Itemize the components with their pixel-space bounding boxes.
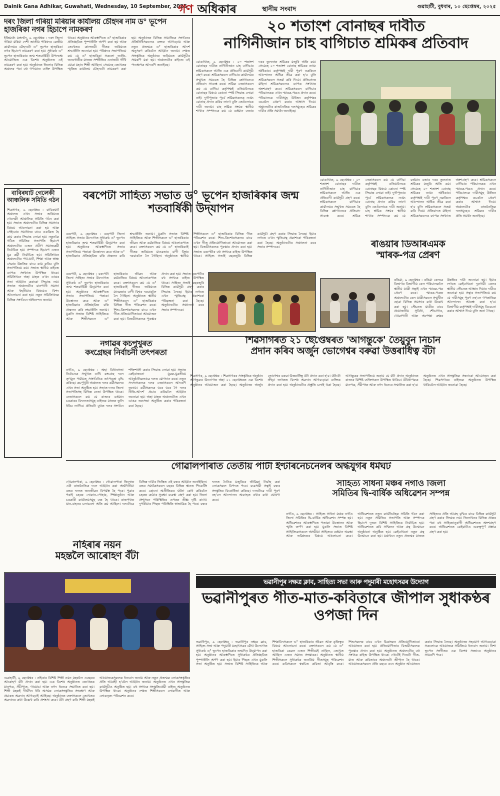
story-congress-headline-1: নগাঁৱৰ কচপুখুৰত — [100, 340, 152, 348]
story-bhabanipur-kicker: ভৱানীপুৰ নক্ষত্ৰ ক্লাব, সাহিত্য সভা আৰু পদুমাৰী মহোৎসৱৰ উদ্যোগ — [263, 578, 429, 586]
story-congress-body: নগাঁও, ৯ ছেপ্তেম্বৰ : অহা বিধানসভা নিৰ্বাচনক সন্মুখত ৰাখি কংগ্ৰেছ দলে তৃণমূল পৰ্যায়ত সাংগঠনিক তৎপৰতা বৃদ্ধি কৰিছে। কচপুখুৰী অঞ্চলত দলৰ কৰ্মীসকলৰ এখন সভা অনুষ্ঠিত হয়। সভাত দলৰ জিলা সভাপতিসহ বিভিন্ন নেতা উপস্থিত থাকে। নেতাসকলে কয় যে ৰাজ্যৰ বৰ্তমান চৰকাৰৰ বিফলতাসমূহ ৰাইজৰ মাজত তুলি ধৰিব লাগিব। প্ৰতিটো বুথত দলৰ সংগঠন শক্তিশালী কৰাৰ সিদ্ধান্ত লোৱা হয়। সভাত কেইবাজনো যুৱক-যুৱতীয়ে আনুষ্ঠানিকভাৱে দলত যোগদান কৰে। নতুন সদস্যসকলক দলৰ নেতাসকলে আদৰণি জনায়। কৰ্মীসকলক ঘৰে ঘৰে গৈ দলৰ নীতি-আদৰ্শ প্ৰচাৰ কৰিবলৈ আহ্বান জনোৱা হয়। অহা মাহত অঞ্চলটোত এখন ডাঙৰ জনসভা অনুষ্ঠিত কৰাৰ পৰিকল্পনা কৰা হৈছে। — [66, 368, 186, 408]
masthead-edition-line: Dainik Gana Adhikar, Guwahati, Wednesday, 10 September, 2025 — [4, 4, 187, 10]
story-nahira-headline-1: নহিৰাৰ নয়ন — [73, 540, 121, 551]
section-label: স্থানীয় সংবাদ — [262, 5, 297, 13]
story-goalpara-body: গোৱালপাৰা, ৯ ছেপ্তেম্বৰ : গোৱালপাৰা জিলাত এটা ৰাজনৈতিক দলে আহ্বান কৰা অৰ্দ্ধদিনীয়া বন্ধৰ ফলত জনজীৱন বিপৰ্যস্ত হৈ পৰে। পুৱাৰ পৰাই চহৰৰ দোকান-পোহাৰ, শিক্ষানুষ্ঠান আৰু চৰকাৰী কাৰ্যালয়সমূহ বন্ধ হৈ থাকে। ৰাজপথত যান-বাহনৰ চলাচলো অতি কম আছিল। দলটোৱে বিভিন্ন দাবীৰ ভিত্তিত এই বন্ধৰ আহ্বান জনাইছিল। বন্ধৰ সমৰ্থকসকলে চহৰৰ বিভিন্ন স্থানত পিকেটিং কৰে। কোনো অপ্ৰীতিকৰ ঘটনা ৰোধ কৰিবলৈ চহৰত কঠোৰ সুৰক্ষা ব্যৱস্থা গ্ৰহণ কৰা হয়। জিলা প্ৰশাসনে পৰিস্থিতিৰ ওপৰত তীক্ষ্ণ দৃষ্টি ৰাখে। দুপৰীয়াৰ পিছত পৰিস্থিতি স্বাভাৱিক হৈ পৰে। বন্ধৰ ফলত দৈনিক মজুৰিৰে জীৱিকা নিৰ্বাহ কৰা লোকসকল বিপদত পৰে। ব্যৱসায়ী সন্থাই বন্ধৰ সংস্কৃতিৰ বিৰোধিতা কৰিছে। দলটোৱে দাবী পূৰণ নহ'লে আন্দোলন অব্যাহত ৰখাৰ কথা ঘোষণা কৰে। — [66, 480, 280, 507]
story-rangia-headline-box — [320, 240, 496, 274]
story-congress-headline-box — [66, 340, 186, 366]
story-nahira-body: গুৱাহাটী, ৯ ছেপ্তেম্বৰ : নহিৰাৰ বিশিষ্ট শিল্পী নয়ন মহন্তলৈ এবছৰৰ আৰোহণ বঁটা প্ৰদান কৰা হয়। এক বিশেষ অনুষ্ঠানত তেখেতক মানপত্ৰ, সঁচীপাত, গামোচা আৰু নগদ ধনেৰে সন্মানিত কৰা হয়। শিল্পী মহন্তই দীৰ্ঘদিন ধৰি অসমৰ লোকসংস্কৃতিৰ সংৰক্ষণ আৰু প্ৰচাৰত অৱদান আগবঢ়াই আহিছে। অনুষ্ঠানত বক্তাসকলে তেখেতৰ অৱদানৰ কথা উল্লেখ কৰি প্ৰশংসা কৰে। বঁটা গ্ৰহণ কৰি শিল্পী মহন্তই আয়োজকসকলক ধন্যবাদ জনায় আৰু নতুন প্ৰজন্মক লোকসংস্কৃতিৰ প্ৰতি আগ্ৰহী হ'বলৈ আহ্বান জনায়। অনুষ্ঠানত এখন সাংস্কৃতিক কাৰ্যসূচীও অনুষ্ঠিত হয়। বহু সংখ্যক সংস্কৃতিপ্ৰেমী ৰাইজ অনুষ্ঠানত উপস্থিত থাকে। অনুষ্ঠানৰ শেষত শিল্পীসকলে লোকগীত আৰু লোকনৃত্য পৰিৱেশন কৰে। — [4, 676, 190, 703]
photo-nahira-award-image — [5, 573, 190, 672]
rule — [4, 184, 190, 185]
photo-rangia-memo-image — [321, 279, 390, 328]
rule — [66, 460, 496, 461]
photo-rangia-memo — [320, 278, 390, 328]
newspaper-logo — [178, 1, 237, 16]
story-sivasagar-headline-box — [190, 336, 496, 372]
story-bhupen-headline: বৰপেটা সাহিত্য সভাত ড° ভূপেন হাজৰিকাৰ জন্ম শতবাৰ্ষিকী উদ্‌যাপন — [83, 190, 299, 215]
masthead — [0, 0, 500, 16]
story-bhabanipur-headline: ভৱানীপুৰত গীত-মাত-কবিতাৰে জীপাল সুধাকণ্ঠৰ ওপজা দিন — [201, 590, 491, 624]
story-tea-bonus-headline-1: ২০ শতাংশ বোনাছৰ দাবীত — [267, 18, 425, 35]
logo-part-a: গণ — [178, 2, 194, 16]
story-nahira-headline-box — [4, 540, 190, 570]
photo-bhupen-event-image — [209, 273, 316, 332]
story-school-name-body: ইতিমধ্যে মঙ্গলদৈ, ৯ ছেপ্তেম্বৰ : দৰং জিলা গৰিয়া মৰিয়া দেশী জাতীয় পৰিষদৰ কেন্দ্ৰীয় কাৰ্যালয়ৰ চৌহদটো ড° ভূপেন হাজৰিকা নগৰ হিচাপে নামকৰণ কৰা হয়। সুধাকণ্ঠ ড° ভূপেন হাজৰিকাৰ জন্ম শতবাৰ্ষিকী উপলক্ষে আয়োজিত এক বিশেষ অনুষ্ঠানত এই নামকৰণ কৰা হয়। অনুষ্ঠানত জিলাৰ বিভিন্ন অঞ্চলৰ পৰা বহু গণ্যমান্য ব্যক্তি উপস্থিত থাকে। অনুষ্ঠানৰ আৰম্ভণিতে ড° হাজৰিকাৰ প্ৰতিচ্ছবিত পুষ্পাঞ্জলি অৰ্পণ কৰা হয় আৰু তেখেতৰ কালজয়ী গীতৰ জৰিয়তে শ্ৰদ্ধাঞ্জলি জনোৱা হয়। পৰিষদৰ সভাপতিয়ে কয় যে ড° হাজৰিকা সকলো জাতি-জনগোষ্ঠীৰ মাজত সম্প্ৰীতিৰ এনাজৰী গাঁথি যোৱা মহান শিল্পী আছিল। সেয়েহে তেখেতৰ স্মৃতিত কাৰ্যালয় চৌহদটো নামকৰণ কৰা হয়। অনুষ্ঠানত বিভিন্ন সামাজিক সংগঠনৰ প্ৰতিনিধিসকলেও বক্তব্য আগবঢ়ায় আৰু নতুন প্ৰজন্মক ড° হাজৰিকাৰ আদৰ্শ অনুসৰণ কৰিবলৈ আহ্বান জনায়। শেষত সাংস্কৃতিক অনুষ্ঠানৰ জৰিয়তে কাৰ্যসূচীৰ সামৰণি মৰা হয়। অঞ্চলটোৰ ৰাইজে এই পদক্ষেপক আদৰণি জনাইছে। — [4, 36, 190, 72]
story-congress-headline-2: কংগ্ৰেছৰ নিৰ্বাচনী তৎপৰতা — [85, 347, 167, 357]
story-school-name-headline: দৰং জিলা গৰিয়া মৰিয়াৰ কাৰ্যালয় চৌহদৰ নাম ড° ভূপেন হাজৰিকা নগৰ হিচাপে নামকৰণ — [4, 18, 167, 35]
story-bhabanipur-body: ভৱানীপুৰ, ৯ ছেপ্তেম্বৰ : ভৱানীপুৰ নক্ষত্ৰ ক্লাব, সাহিত্য সভা আৰু পদুমাৰী মহোৎসৱৰ যৌথ উদ্যোগত সুধাকণ্ঠ ড° ভূপেন হাজৰিকাৰ জন্মদিন উদ্‌যাপন কৰা হয়। অনুষ্ঠানৰ আৰম্ভণিতে সুধাকণ্ঠৰ প্ৰতিচ্ছবিত পুষ্পাঞ্জলি অৰ্পণ কৰা হয়। ইয়াৰ পিছত এখন মুকলি সভা অনুষ্ঠিত হয়। সভাত বিশিষ্ট সাহিত্যিক আৰু শিক্ষাবিদসকলে ড° হাজৰিকাৰ জীৱন আৰু কৃতিত্বৰ বিষয়ে আলোচনা কৰে। বক্তাসকলে কয় যে ড° হাজৰিকা কেৱল এজন শিল্পীয়েই নাছিল, তেখেত আছিল এজন সমাজ সংস্কাৰক। অনুষ্ঠানত স্থানীয় শিল্পীসকলে সুধাকণ্ঠৰ জনপ্ৰিয় গীতসমূহ পৰিৱেশন কৰে। কবিসকলে স্বৰচিত কবিতা আবৃত্তি কৰে। শিশুসকলৰ বাবে এখন চিত্ৰাংকন প্ৰতিযোগিতাৰো আয়োজন কৰা হয়। প্ৰতিযোগিতাৰ বিজয়ীসকলক পুৰস্কাৰ প্ৰদান কৰা হয়। অনুষ্ঠানত অঞ্চলটোৰ বহু সংখ্যক ৰাইজ উপস্থিত থাকে। গোটেই দিনটো গীত-মাত আৰু কবিতাৰে অঞ্চলটো জীপাল হৈ থাকে। আয়োজকসকলে প্ৰতি বছৰে এনে অনুষ্ঠান আয়োজন কৰাৰ সিদ্ধান্ত লৈছে। অনুষ্ঠানত সহযোগ আগবঢ়োৱা সকলোকে আয়োজক সমিতিয়ে ধন্যবাদ জনায়। নিশা ভূপেন সংগীতৰ এক বিশেষ সন্ধ্যাৰে অনুষ্ঠানৰ সামৰণি পৰে। — [196, 640, 496, 667]
story-sivasagar-headline-1: শিৱসাগৰত ২১ ছেপ্তেম্বৰত 'আগন্তুকে' তৈয়ুবুন নিচান — [245, 336, 441, 346]
photo-bhupen-event — [208, 272, 316, 332]
story-bhupen-headline-box — [66, 190, 316, 230]
story-bhabanipur-kicker-bar — [196, 576, 496, 588]
story-rangia-headline-2: স্মাৰক-পত্ৰ প্ৰেৰণ — [376, 249, 440, 261]
story-sahitya-headline-2: সমিতিৰ দ্বি-বাৰ্ষিক অধিৱেশন সম্পন্ন — [332, 488, 450, 499]
logo-part-b: অধিকাৰ — [197, 2, 237, 16]
story-tea-bonus-body: বোকাখাত, ৯ ছেপ্তেম্বৰ : ২০ শতাংশ বোনাছৰ দাবীত নাগিনীজান চাহ বাগিচাৰ শ্ৰমিকসকলে আজি এক প্ৰতিবাদী কাৰ্যসূচী গ্ৰহণ কৰে। শ্ৰমিকসকলে বাগিচাৰ কাৰ্যালয়ৰ সন্মুখত সমবেত হৈ বিভিন্ন শ্লোগানেৰে প্ৰতিবাদ সাব্যস্ত কৰে। শ্ৰমিক নেতাসকলে কয় যে বাগিচা কৰ্তৃপক্ষই এতিয়ালৈকে বোনাছৰ বিষয়ে কোনো স্পষ্ট সিদ্ধান্ত লোৱা নাই। দুৰ্গাপূজাৰ পূৰ্বে শ্ৰমিকসকলক ন্যায্য বোনাছ প্ৰদান কৰিব লাগে বুলি তেওঁলোকে দাবী জনায়। চাহ শ্ৰমিক সংঘৰ স্থানীয় শাখাৰ সম্পাদকে কয় যে বৰ্তমান বজাৰ দৰৰ তুলনাত শ্ৰমিকৰ মজুৰি অতি কম। সেয়েহে ২০ শতাংশ বোনাছ শ্ৰমিকৰ ন্যায্য অধিকাৰ। কৰ্তৃপক্ষই দাবী পূৰণ নকৰিলে আন্দোলন অধিক তীব্ৰ কৰা হ'ব বুলি শ্ৰমিকসকলে সতৰ্ক কৰি দিয়ে। প্ৰতিবাদত মহিলা শ্ৰমিকসকলেও ব্যাপক সংখ্যাত অংশগ্ৰহণ কৰে। শ্ৰমিকসকলে বাগিচাৰ পৰিচালকক এখন স্মাৰক-পত্ৰও প্ৰদান কৰে। পৰিচালকে দাবীসমূহ উৰ্ধতন কৰ্তৃপক্ষৰ ওচৰলৈ প্ৰেৰণ কৰাৰ আশ্বাস দিয়ে। অঞ্চলটোৰ ৰাজনৈতিক দলসমূহেও শ্ৰমিকৰ দাবীৰ প্ৰতি সমৰ্থন জনাইছে। — [196, 60, 316, 114]
story-bhupen-body-cont: বৰপেটা, ৯ ছেপ্তেম্বৰ : বৰপেটা জিলা সাহিত্য সভাৰ উদ্যোগত সুধাকণ্ঠ ড° ভূপেন হাজৰিকাৰ জন্ম শতবাৰ্ষিকী উদ্‌যাপন কৰা হয়। অনুষ্ঠানৰ আৰম্ভণিতে সভাৰ সভাপতিয়ে পতাকা উত্তোলন কৰে আৰু ড° হাজৰিকাৰ প্ৰতিচ্ছবিত বন্তি প্ৰজ্বলন কৰি শ্ৰদ্ধাঞ্জলি জনায়। মুকলি সভাত বিশিষ্ট সাহিত্যিক আৰু শিল্পীসকলে ড° হাজৰিকাৰ জীৱন আৰু কৰ্মৰাজিৰ বিষয়ে আলোকপাত কৰে। বক্তাসকলে কয় যে ড° হাজৰিকাই গীতৰ জৰিয়তে মানৱতাৰ বাণী বিশ্বৰ দৰবাৰলৈ লৈ গৈছিল। অনুষ্ঠানত স্থানীয় শিল্পীসকলে ড° হাজৰিকাৰ বিভিন্ন গীত পৰিৱেশন কৰে। শিশু-কিশোৰসকলৰ বাবে এখন গীত প্ৰতিযোগিতাৰো আয়োজন কৰা হয়। বিজয়ীসকলক পুৰস্কাৰ প্ৰদান কৰা হয়। সভাত বৰপেটাৰ বহু সংখ্যক ৰাইজ উপস্থিত থাকে। সাহিত্য সভাই বছৰজুৰি বিভিন্ন কাৰ্যসূচী গ্ৰহণ কৰাৰ সিদ্ধান্ত লৈছে। ইয়াৰ লগতে এখন স্মৃতিগ্ৰন্থ প্ৰকাশৰো পৰিকল্পনা কৰা হৈছে। অনুষ্ঠানটোৰ সঞ্চালনা কৰে সভাৰ সম্পাদকে। — [66, 272, 204, 321]
rule — [4, 462, 62, 464]
story-rangia-body: ৰঙিয়া, ৯ ছেপ্তেম্বৰ : ৰঙিয়া ৰেলৱে বিভাগৰ বিভাগীয় ৰেল পৰিচালকলৈ স্থানীয় যাত্ৰী সন্থাই এখন স্মাৰক-পত্ৰ প্ৰেৰণ কৰে। স্মাৰক-পত্ৰত অঞ্চলটোৰ ৰেল যাত্ৰীসকলে সন্মুখীন হোৱা বিভিন্ন সমস্যাৰ কথা উল্লেখ কৰা হয়। স্টেচনত যাত্ৰীৰ বাবে প্ৰয়োজনীয় সুবিধা, শৌচাগাৰ, খোৱাপানী আৰু অপেক্ষা কক্ষৰ উন্নতিৰ দাবী জনোৱা হয়। ইয়াৰ লগতে কেইবাখনো দূৰগামী ৰেলৰ স্থানীয় স্টেচনত আস্থান দিয়াৰ দাবীও জনোৱা হয়। সন্থাৰ সভাপতিয়ে কয় যে দাবীসমূহ পূৰণ নহ'লে গণতান্ত্ৰিক আন্দোলন আৰম্ভ কৰা হ'ব। বিভাগীয় কৰ্তৃপক্ষই দাবীসমূহ বিবেচনা কৰাৰ আশ্বাস দিয়ে বুলি জনা গৈছে। — [394, 278, 496, 318]
photo-nahira-award — [4, 572, 190, 672]
photo-tea-workers-protest — [320, 60, 496, 176]
story-sivasagar-body: শিৱসাগৰ, ৯ ছেপ্তেম্বৰ : শিৱসাগৰৰ সাংস্কৃতিক অনুষ্ঠান আগন্তুকৰ উদ্যোগত অহা ২১ ছেপ্তেম্বৰত এক বিশেষ অনুষ্ঠানৰ আয়োজন কৰা হৈছে। অনুষ্ঠানত অৰ্জুন ভোগেশ্বৰ বৰুৱা উত্তৰাধিত্ব বঁটা প্ৰদান কৰা হ'ব। বঁটাটো ক্ৰীড়া জগতত বিশেষ অৱদান আগবঢ়োৱা ব্যক্তিক প্ৰদান কৰা হয়। অনুষ্ঠানটোৰ প্ৰস্তুতি চলাই থকা হৈছে। আগন্তুকৰ সভাপতিয়ে জনায় যে বঁটা প্ৰদান অনুষ্ঠানত ৰাজ্যৰ বিশিষ্ট ব্যক্তিসকল উপস্থিত থাকিব। বঁটাপ্ৰাপকক মানপত্ৰ, সঁচীপাত আৰু নগদ ধনেৰে সন্মানিত কৰা হ'ব। অনুষ্ঠানত এখন সাংস্কৃতিক সন্ধ্যাৰো আয়োজন কৰা হৈছে। শিৱসাগৰৰ ৰাইজক অনুষ্ঠানত উপস্থিত থাকিবলৈ আহ্বান জনোৱা হৈছে। — [190, 374, 496, 387]
story-tea-bonus-body-cont: বোকাখাত, ৯ ছেপ্তেম্বৰ : ২০ শতাংশ বোনাছৰ দাবীত নাগিনীজান চাহ বাগিচাৰ শ্ৰমিকসকলে আজি এক প্ৰতিবাদী কাৰ্যসূচী গ্ৰহণ কৰে। শ্ৰমিকসকলে বাগিচাৰ কাৰ্যালয়ৰ সন্মুখত সমবেত হৈ বিভিন্ন শ্লোগানেৰে প্ৰতিবাদ সাব্যস্ত কৰে। শ্ৰমিক নেতাসকলে কয় যে বাগিচা কৰ্তৃপক্ষই এতিয়ালৈকে বোনাছৰ বিষয়ে কোনো স্পষ্ট সিদ্ধান্ত লোৱা নাই। দুৰ্গাপূজাৰ পূৰ্বে শ্ৰমিকসকলক ন্যায্য বোনাছ প্ৰদান কৰিব লাগে বুলি তেওঁলোকে দাবী জনায়। চাহ শ্ৰমিক সংঘৰ স্থানীয় শাখাৰ সম্পাদকে কয় যে বৰ্তমান বজাৰ দৰৰ তুলনাত শ্ৰমিকৰ মজুৰি অতি কম। সেয়েহে ২০ শতাংশ বোনাছ শ্ৰমিকৰ ন্যায্য অধিকাৰ। কৰ্তৃপক্ষই দাবী পূৰণ নকৰিলে আন্দোলন অধিক তীব্ৰ কৰা হ'ব বুলি শ্ৰমিকসকলে সতৰ্ক কৰি দিয়ে। প্ৰতিবাদত মহিলা শ্ৰমিকসকলেও ব্যাপক সংখ্যাত অংশগ্ৰহণ কৰে। শ্ৰমিকসকলে বাগিচাৰ পৰিচালকক এখন স্মাৰক-পত্ৰও প্ৰদান কৰে। পৰিচালকে দাবীসমূহ উৰ্ধতন কৰ্তৃপক্ষৰ ওচৰলৈ প্ৰেৰণ কৰাৰ আশ্বাস দিয়ে। অঞ্চলটোৰ ৰাজনৈতিক দলসমূহেও শ্ৰমিকৰ দাবীৰ প্ৰতি সমৰ্থন জনাইছে। — [320, 178, 496, 218]
story-bhabanipur-headline-box — [196, 590, 496, 634]
photo-tea-workers-protest-image — [321, 61, 496, 176]
story-sahitya-headline-box — [286, 480, 496, 510]
story-sahitya-body: নগাঁও, ৯ ছেপ্তেম্বৰ : সাহিত্য সাধনা মঞ্চৰ নগাঁও জিলা সমিতিৰ দ্বি-বাৰ্ষিক অধিৱেশন সম্পন্ন হয়। অধিৱেশনৰ আৰম্ভণিতে পতাকা উত্তোলন আৰু স্মৃতি তৰ্পণ কৰা হয়। মুকলি সভাত বিশিষ্ট সাহিত্যিকসকলে অসমীয়া সাহিত্যৰ বৰ্তমান অৱস্থা আৰু ভৱিষ্যতৰ বিষয়ে আলোচনা কৰে। অধিৱেশনত নতুন কাৰ্যনিৰ্বাহক সমিতি গঠন কৰা হয়। নতুন সমিতিৰ সভাপতি আৰু সম্পাদক হিচাপে দুজন বিশিষ্ট সাহিত্যিক নিৰ্বাচিত হয়। অধিৱেশনত কবি সন্মিলন আৰু গ্ৰন্থ উন্মোচন অনুষ্ঠানো অনুষ্ঠিত হয়। কেইবাখনো নতুন গ্ৰন্থ উন্মোচন কৰা হয়। মঞ্চখনে নতুন প্ৰজন্মৰ মাজত সাহিত্যৰ প্ৰতি আগ্ৰহ বৃদ্ধিৰ বাবে বিভিন্ন কাৰ্যসূচী গ্ৰহণ কৰাৰ সিদ্ধান্ত লয়। জিলাখনৰ বিভিন্ন প্ৰান্তৰ পৰা বহু সাহিত্যানুৰাগী অধিৱেশনত অংশগ্ৰহণ কৰে। অধিৱেশনত কেইবাটাও গুৰুত্বপূৰ্ণ প্ৰস্তাৱ গ্ৰহণ কৰা হয়। — [286, 512, 496, 539]
story-goalpara-headline: গোৱালপাৰাত তেতীয় পাৰ্টী ইণ্টাৰনেচনেলৰ অৰ্দ্ধযুগৰ ধৰ্মঘট — [171, 462, 391, 472]
story-sivasagar-headline-2: প্ৰদান কৰিব অৰ্জুন ভোগেশ্বৰ বৰুৱা উত্তৰাধিত্ব বঁটা — [250, 345, 436, 357]
story-babirghat-body: শিৱসাগৰ, ৯ ছেপ্তেম্বৰ : বাবিৰঘাট অঞ্চলত এখন সভাৰ জৰিয়তে গেলেকী আঞ্চলিক সমিতি গঠন কৰা হয়। সভাত অঞ্চলটোৰ বিভিন্ন সমস্যাৰ বিষয়ে আলোচনা কৰা হয় আৰু সেইবোৰ সমাধানৰ বাবে একত্ৰিত হৈ কাম কৰাৰ সিদ্ধান্ত লোৱা হয়। নতুনকৈ গঠিত সমিতিৰ সভাপতি হিচাপে অঞ্চলটোৰ এজন প্ৰবীণ সমাজকৰ্মী নিৰ্বাচিত হয়। সম্পাদক হিচাপে এজন যুৱ কৰ্মী নিৰ্বাচিত হয়। সমিতিখনে অঞ্চলটোৰ পথ-ঘাট, শিক্ষা আৰু স্বাস্থ্য সেৱাৰ উন্নতিৰ বাবে কাম কৰিব বুলি সভাপতিয়ে কয়। সভাত স্থানীয় ৰাইজে ব্যাপক সংখ্যাত উপস্থিত থাকে। সমিতিখনে অহা মাহত এখন ডাঙৰ সভা আহ্বান কৰাৰো সিদ্ধান্ত লয়। সভাত অঞ্চলটোৰ বানপানী সমস্যা আৰু খহনীয়াৰ বিষয়েও বিশদ আলোচনা কৰা হয়। নতুন সমিতিখনক বিভিন্ন সংগঠনে অভিনন্দন জনায়। — [7, 207, 59, 302]
story-nahira-headline-2: মহন্তলৈ আৰোহণ বঁটা — [55, 551, 139, 563]
masthead-date-line: গুৱাহাটী, বুধবাৰ, ১০ ছেপ্তেম্বৰ, ২০২৫ — [417, 4, 496, 10]
story-babirghat-headline: বাবিৰঘাট গেলেকী আঞ্চলিক সমিতি গঠন — [7, 190, 60, 204]
story-rangia-headline-1: ৰঙিয়াৰ ডিআৰএমক — [370, 240, 446, 250]
story-tea-bonus-headline-2: নাগিনীজান চাহ বাগিচাত শ্ৰমিকৰ প্ৰতিবাদ — [223, 33, 469, 52]
story-tea-bonus-headline-box — [196, 18, 496, 58]
story-sahitya-headline-1: সাহিত্য সাধনা মঞ্চৰ নগাঁও জিলা — [336, 480, 446, 489]
story-babirghat-box — [4, 188, 62, 458]
rule — [196, 574, 496, 575]
story-bhupen-body: বৰপেটা, ৯ ছেপ্তেম্বৰ : বৰপেটা জিলা সাহিত্য সভাৰ উদ্যোগত সুধাকণ্ঠ ড° ভূপেন হাজৰিকাৰ জন্ম শতবাৰ্ষিকী উদ্‌যাপন কৰা হয়। অনুষ্ঠানৰ আৰম্ভণিতে সভাৰ সভাপতিয়ে পতাকা উত্তোলন কৰে আৰু ড° হাজৰিকাৰ প্ৰতিচ্ছবিত বন্তি প্ৰজ্বলন কৰি শ্ৰদ্ধাঞ্জলি জনায়। মুকলি সভাত বিশিষ্ট সাহিত্যিক আৰু শিল্পীসকলে ড° হাজৰিকাৰ জীৱন আৰু কৰ্মৰাজিৰ বিষয়ে আলোকপাত কৰে। বক্তাসকলে কয় যে ড° হাজৰিকাই গীতৰ জৰিয়তে মানৱতাৰ বাণী বিশ্বৰ দৰবাৰলৈ লৈ গৈছিল। অনুষ্ঠানত স্থানীয় শিল্পীসকলে ড° হাজৰিকাৰ বিভিন্ন গীত পৰিৱেশন কৰে। শিশু-কিশোৰসকলৰ বাবে এখন গীত প্ৰতিযোগিতাৰো আয়োজন কৰা হয়। বিজয়ীসকলক পুৰস্কাৰ প্ৰদান কৰা হয়। সভাত বৰপেটাৰ বহু সংখ্যক ৰাইজ উপস্থিত থাকে। সাহিত্য সভাই বছৰজুৰি বিভিন্ন কাৰ্যসূচী গ্ৰহণ কৰাৰ সিদ্ধান্ত লৈছে। ইয়াৰ লগতে এখন স্মৃতিগ্ৰন্থ প্ৰকাশৰো পৰিকল্পনা কৰা হৈছে। অনুষ্ঠানটোৰ সঞ্চালনা কৰে সভাৰ সম্পাদকে। — [66, 232, 316, 259]
story-goalpara-headline-box — [66, 462, 496, 476]
